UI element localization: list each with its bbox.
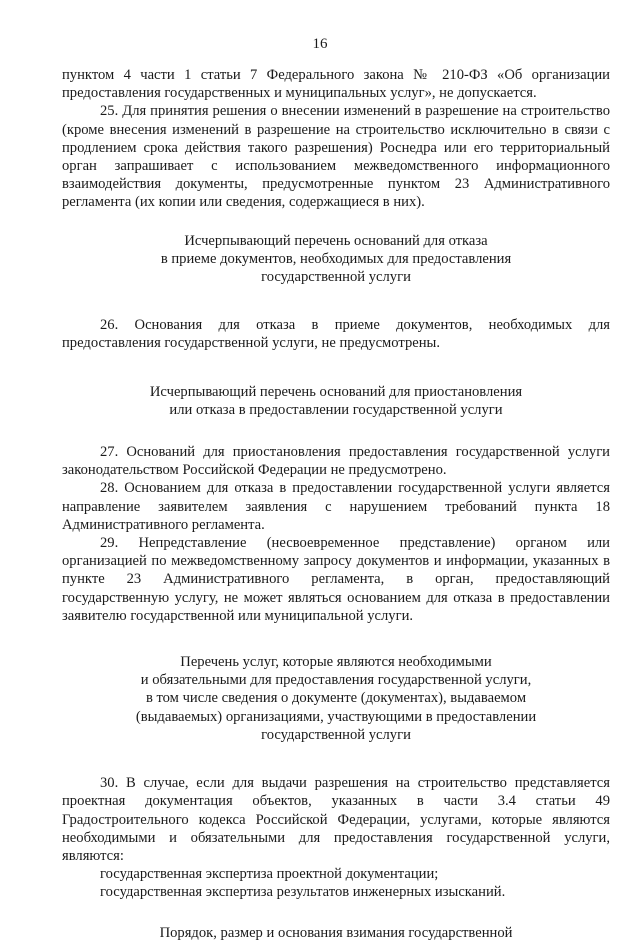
heading-line: Исчерпывающий перечень оснований для отказа: [184, 232, 488, 249]
heading-line: в том числе сведения о документе (документах), выдаваемом: [145, 690, 527, 707]
paragraph-continuation: пунктом 4 части 1 статьи 7 Федерального закона № 210-ФЗ «Об организации предоставления государственных и муниципальных услуг», не допускается.: [62, 67, 610, 102]
heading-suspension-reasons: [62, 383, 610, 419]
heading-line: Перечень услуг, которые являются необходимыми: [180, 654, 492, 671]
list-item: государственная экспертиза проектной документации;: [100, 866, 439, 883]
list-item: государственная экспертиза результатов инженерных изысканий.: [100, 884, 506, 901]
heading-line: или отказа в предоставлении государственной услуги: [169, 401, 503, 418]
paragraph-30: 30. В случае, если для выдачи разрешения на строительство представляется проектная документация объектов, указанных в части 3.4 статьи 49 Градостроительного кодекса Российской Федерации, услугами, которые являются необходимыми и обязательными для предоставления государственной услуги, являются:: [62, 775, 610, 864]
heading-line: (выдаваемых) организациями, участвующими в предоставлении: [135, 708, 537, 725]
paragraph-28: 28. Основанием для отказа в предоставлении государственной услуги является направление заявителем заявления с нарушением требований пункта 18 Административного регламента.: [62, 480, 610, 533]
heading-line: и обязательными для предоставления государственной услуги,: [140, 672, 532, 689]
page-number: 16: [312, 36, 328, 52]
heading-fee-procedure: Порядок, размер и основания взимания государственной: [159, 924, 513, 941]
page-content: [62, 66, 610, 942]
paragraph-26: 26. Основания для отказа в приеме документов, необходимых для предоставления государственной услуги, не предусмотрены.: [62, 317, 610, 352]
heading-line: государственной услуги: [261, 726, 411, 743]
paragraph-27: 27. Оснований для приостановления предоставления государственной услуги законодательством Российской Федерации не предусмотрено.: [62, 444, 610, 479]
heading-line: Исчерпывающий перечень оснований для приостановления: [149, 383, 523, 400]
heading-refusal-reasons: [62, 232, 610, 287]
heading-required-services: [62, 653, 610, 744]
paragraph-29: 29. Непредставление (несвоевременное представление) органом или организацией по межведомственному запросу документов и информации, указанных в пункте 23 Административного регламента, в орган, предоставляющий государственную услугу, не может являться основанием для отказа в предоставлении заявителю государственной или муниципальной услуги.: [62, 535, 610, 624]
paragraph-25: 25. Для принятия решения о внесении изменений в разрешение на строительство (кроме внесения изменений в разрешение на строительство исключительно в связи с продлением срока действия такого разрешения) Роснедра или его территориальный орган запрашивает с использованием межведомственного информационного взаимодействия документы, предусмотренные пунктом 23 Административного регламента (их копии или сведения, содержащиеся в них).: [62, 103, 610, 211]
heading-line: в приеме документов, необходимых для предоставления: [160, 250, 512, 267]
heading-line: государственной услуги: [261, 269, 411, 286]
